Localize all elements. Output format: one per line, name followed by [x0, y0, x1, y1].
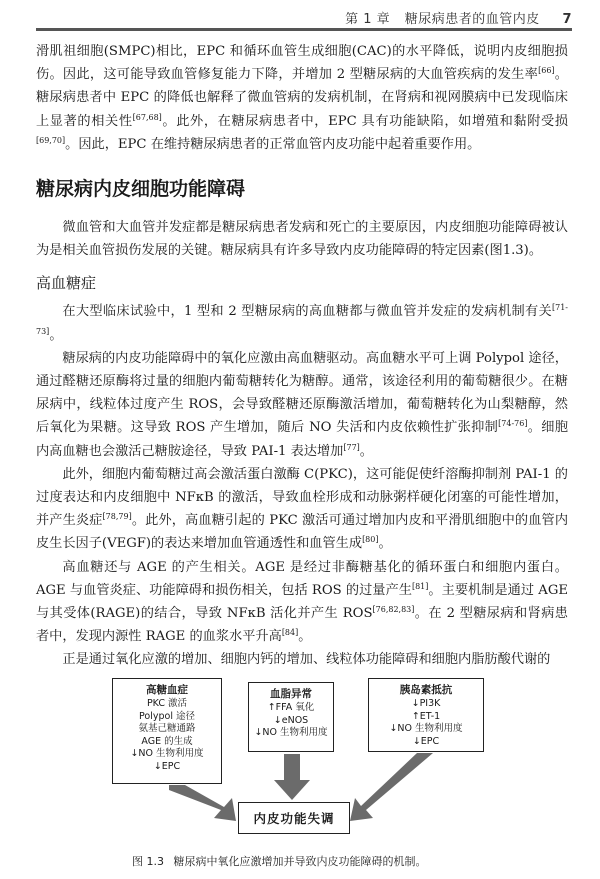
- text-run: 。主要机制是通过 AGE 与其受体(RAGE)的结合，导致 NFκB 活化并产生 ROS: [36, 582, 568, 622]
- citation: [67,68]: [132, 112, 162, 122]
- intro-paragraph: [36, 40, 568, 156]
- citation: [77]: [343, 442, 360, 452]
- arrow-right-to-outcome: [350, 753, 433, 821]
- text-run: 此外，细胞内葡萄糖过高会激活蛋白激酶 C(PKC)，这可能促使纤溶酶抑制剂 PAI-1 的过度表达和内皮细胞中 NFκB 的激活，导致血栓形成和动脉粥样硬化闭塞的可能性增加，并产生炎症: [36, 466, 568, 529]
- box-title: 胰岛素抵抗: [399, 684, 453, 696]
- page-body: [36, 40, 568, 672]
- box-title: 血脂异常: [270, 688, 312, 700]
- text-run: 。此外，在糖尿病患者中，EPC 具有功能缺陷，如增殖和黏附受损: [161, 113, 569, 129]
- box-line: ↑ET-1: [411, 710, 441, 722]
- section-paragraph: 微血管和大血管并发症都是糖尿病患者发病和死亡的主要原因，内皮细胞功能障碍被认为是相关血管损伤发展的关键。糖尿病具有许多导致内皮功能障碍的特定因素(图1.3)。: [36, 220, 568, 259]
- running-head: [345, 8, 572, 27]
- caption-number: 图 1.3: [132, 855, 164, 868]
- text-run: 滑肌祖细胞(SMPC)相比，EPC 和循环血管生成细胞(CAC)的水平降低，说明内皮细胞损伤。因此，这可能导致血管修复能力下降，并增加 2 型糖尿病的大血管疾病的发生率: [36, 44, 568, 83]
- text-run: 糖尿病的内皮功能障碍中的氧化应激由高血糖驱动。高血糖水平可上调 Polypol 途径，通过醛糖还原酶将过量的细胞内葡萄糖转化为糖醇。通常，该途径利用的葡萄糖很少。在糖尿病中，线粒体过度产生 ROS，会导致醛糖还原酶激活增加，葡萄糖转化为山梨糖醇，然后氧化为果糖。这导致 ROS 产生增加，随后 NO 失活和内皮依赖性扩张抑制: [36, 350, 568, 436]
- box-line: Polypol 途径: [139, 710, 195, 722]
- box-line: ↓NO 生物利用度: [130, 748, 204, 759]
- text-run: 。: [298, 629, 312, 645]
- hyperglycemia-paragraph-5: 正是通过氧化应激的增加、细胞内钙的增加、线粒体功能障碍和细胞内脂肪酸代谢的: [62, 652, 551, 668]
- caption-text: 糖尿病中氧化应激增加并导致内皮功能障碍的机制。: [173, 855, 427, 868]
- box-line: ↓NO 生物利用度: [254, 727, 328, 738]
- arrow-left-to-outcome: [169, 785, 236, 821]
- text-run: 。: [378, 536, 392, 552]
- text-run: 。细胞内高血糖也会激活己糖胺途径，导致 PAI-1 表达增加: [36, 420, 569, 459]
- box-line: ↓EPC: [153, 760, 181, 772]
- text-run: 。因此，EPC 在维持糖尿病患者的正常血管内皮功能中起着重要作用。: [65, 136, 481, 152]
- hyperglycemia-box: [112, 678, 222, 784]
- header-rule: [36, 28, 572, 31]
- hyperglycemia-paragraph-1: [36, 300, 568, 346]
- endothelial-dysfunction-box: 内皮功能失调: [238, 802, 350, 834]
- citation: [84]: [281, 628, 299, 638]
- citation: [76,82,83]: [372, 605, 415, 615]
- figure-diagram: [112, 678, 492, 854]
- citation: [78,79]: [102, 512, 132, 522]
- box-line: ↓EPC: [412, 735, 440, 747]
- text-run: 。: [359, 443, 373, 459]
- arrow-mid-to-outcome: [274, 754, 310, 800]
- citation: [80]: [362, 535, 379, 545]
- hyperglycemia-paragraph-2: [36, 347, 568, 463]
- box-line: ↓NO 生物利用度: [389, 723, 463, 734]
- dyslipidemia-box: [248, 682, 334, 752]
- page-number: 7: [562, 12, 572, 27]
- box-line: 氨基己糖通路: [138, 723, 196, 734]
- text-run: 在大型临床试验中，1 型和 2 型糖尿病的高血糖都与微血管并发症的发病机制有关: [62, 304, 552, 320]
- subsection-heading: 高血糖症: [36, 274, 97, 293]
- box-line: ↓eNOS: [273, 714, 309, 726]
- box-title: 高糖血症: [146, 684, 188, 696]
- insulin-resistance-box: [368, 678, 484, 752]
- text-run: 高血糖还与 AGE 的产生相关。AGE 是经过非酶糖基化的循环蛋白和细胞内蛋白。AGE 与血管炎症、功能障碍和损伤相关，包括 ROS 的过量产生: [36, 559, 568, 598]
- figure-caption: [132, 853, 427, 869]
- box-line: ↑FFA 氧化: [267, 702, 315, 713]
- citation: [71-73]: [36, 303, 568, 336]
- section-heading: 糖尿病内皮细胞功能障碍: [36, 178, 246, 201]
- chapter-number: 第 1 章: [345, 12, 391, 27]
- chapter-title: 糖尿病患者的血管内皮: [404, 12, 540, 27]
- text-run: 。在 2 型糖尿病和肾病患者中，发现内源性 RAGE 的血浆水平升高: [36, 606, 568, 645]
- hyperglycemia-paragraph-4: [36, 556, 568, 649]
- text-run: 。此外，高血糖引起的 PKC 激活可通过增加内皮和平滑肌细胞中的血管内皮生长因子(VEGF)的表达来增加血管通透性和血管生成: [36, 513, 569, 552]
- citation: [66]: [538, 66, 555, 76]
- text-run: 。糖尿病患者中 EPC 的降低也解释了微血管病的发病机制，在肾病和视网膜病中已发现临床上显著的相关性: [36, 67, 568, 129]
- citation: [69,70]: [36, 135, 66, 145]
- text-run: 。: [49, 327, 63, 343]
- citation: [74-76]: [498, 419, 528, 429]
- hyperglycemia-paragraph-3: [36, 463, 568, 556]
- page-header: [0, 0, 600, 33]
- box-line: PKC 激活: [146, 698, 188, 709]
- citation: [81]: [411, 581, 429, 591]
- box-line: ↓PI3K: [411, 698, 441, 709]
- box-line: AGE 的生成: [141, 735, 193, 747]
